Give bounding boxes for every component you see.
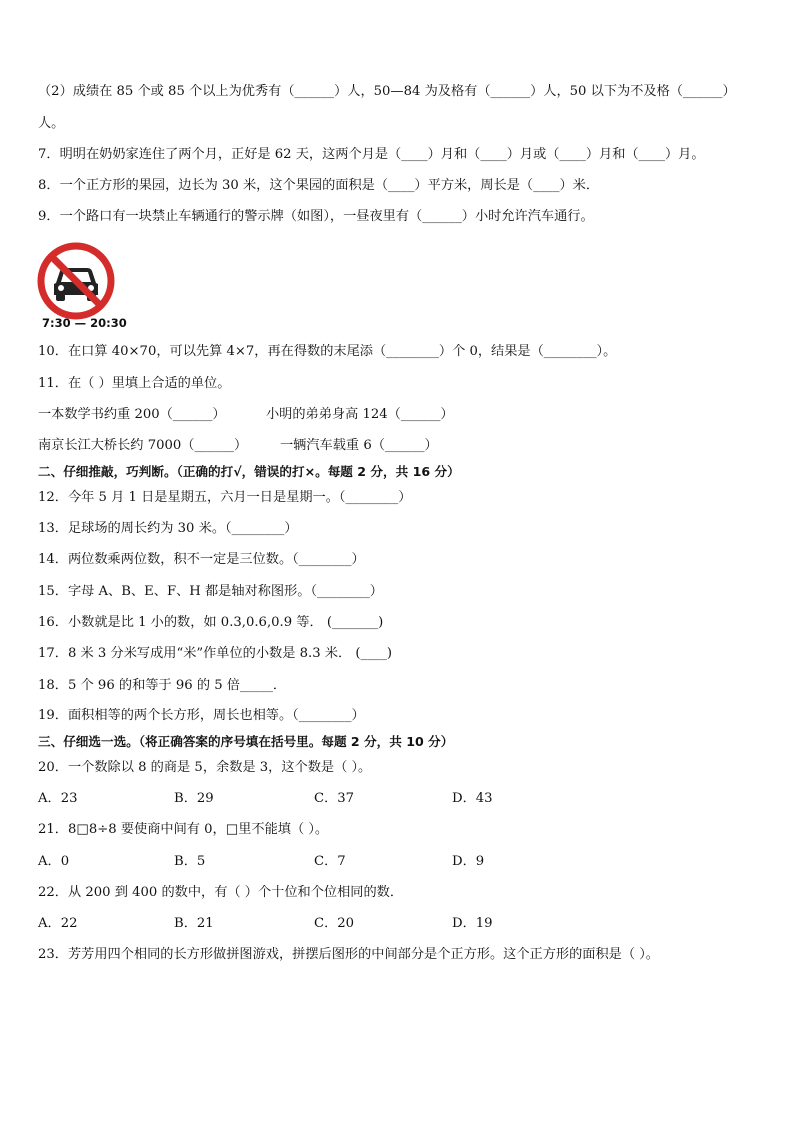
question-9: 9．一个路口有一块禁止车辆通行的警示牌（如图），一昼夜里有（______）小时允许汽车通行。 (38, 209, 594, 224)
question-11-c: 南京长江大桥长约 7000（______） (38, 438, 248, 453)
option-a[interactable]: A．23 (38, 791, 78, 806)
question-11-b: 小明的弟弟身高 124（______） (266, 407, 454, 422)
option-c[interactable]: C．7 (314, 854, 346, 869)
section-2-heading: 二、仔细推敲，巧判断。（正确的打√，错误的打×。每题 2 分，共 16 分） (38, 464, 460, 479)
question-13: 13．足球场的周长约为 30 米。（________） (38, 521, 298, 536)
question-14: 14．两位数乘两位数，积不一定是三位数。（________） (38, 552, 365, 567)
question-21: 21．8□8÷8 要使商中间有 0，□里不能填（ ）。 (38, 822, 329, 837)
question-20: 20．一个数除以 8 的商是 5，余数是 3，这个数是（ ）。 (38, 760, 372, 775)
question-18: 18．5 个 96 的和等于 96 的 5 倍_____． (38, 678, 287, 693)
question-8: 8．一个正方形的果园，边长为 30 米，这个果园的面积是（____）平方米，周长是（____）米． (38, 178, 600, 193)
option-d[interactable]: D．9 (452, 854, 485, 869)
question-grade-continued: 人。 (38, 116, 65, 131)
section-3-heading: 三、仔细选一选。（将正确答案的序号填在括号里。每题 2 分，共 10 分） (38, 734, 454, 749)
question-22: 22．从 200 到 400 的数中，有（ ）个十位和个位相同的数． (38, 885, 404, 900)
sign-time-caption: 7:30 — 20:30 (42, 316, 127, 330)
question-11-a: 一本数学书约重 200（______） (38, 407, 226, 422)
question-12: 12．今年 5 月 1 日是星期五，六月一日是星期一。（________） (38, 490, 412, 505)
option-b[interactable]: B．5 (174, 854, 206, 869)
question-grade: （2）成绩在 85 个或 85 个以上为优秀有（______）人，50—84 为及格有（______）人，50 以下为不及格（______） (38, 84, 736, 99)
question-16: 16．小数就是比 1 小的数，如 0.3,0.6,0.9 等． (_______) (38, 615, 384, 630)
option-d[interactable]: D．19 (452, 916, 493, 931)
question-19: 19．面积相等的两个长方形，周长也相等。（________） (38, 708, 365, 723)
question-10: 10．在口算 40×70，可以先算 4×7，再在得数的末尾添（________）个 0，结果是（________）。 (38, 344, 617, 359)
question-17: 17．8 米 3 分米写成用“米”作单位的小数是 8.3 米． (____) (38, 646, 393, 661)
question-15: 15．字母 A、B、E、F、H 都是轴对称图形。（________） (38, 584, 383, 599)
option-a[interactable]: A．22 (38, 916, 78, 931)
option-a[interactable]: A．0 (38, 854, 70, 869)
option-c[interactable]: C．37 (314, 791, 355, 806)
question-11: 11．在（ ）里填上合适的单位。 (38, 376, 231, 391)
question-7: 7．明明在奶奶家连住了两个月，正好是 62 天，这两个月是（____）月和（____）月或（____）月和（____）月。 (38, 147, 705, 162)
option-c[interactable]: C．20 (314, 916, 355, 931)
option-b[interactable]: B．29 (174, 791, 214, 806)
option-d[interactable]: D．43 (452, 791, 493, 806)
question-11-d: 一辆汽车载重 6（______） (280, 438, 438, 453)
question-23: 23．芳芳用四个相同的长方形做拼图游戏，拼摆后图形的中间部分是个正方形。这个正方形的面积是（ ）。 (38, 947, 659, 962)
option-b[interactable]: B．21 (174, 916, 214, 931)
